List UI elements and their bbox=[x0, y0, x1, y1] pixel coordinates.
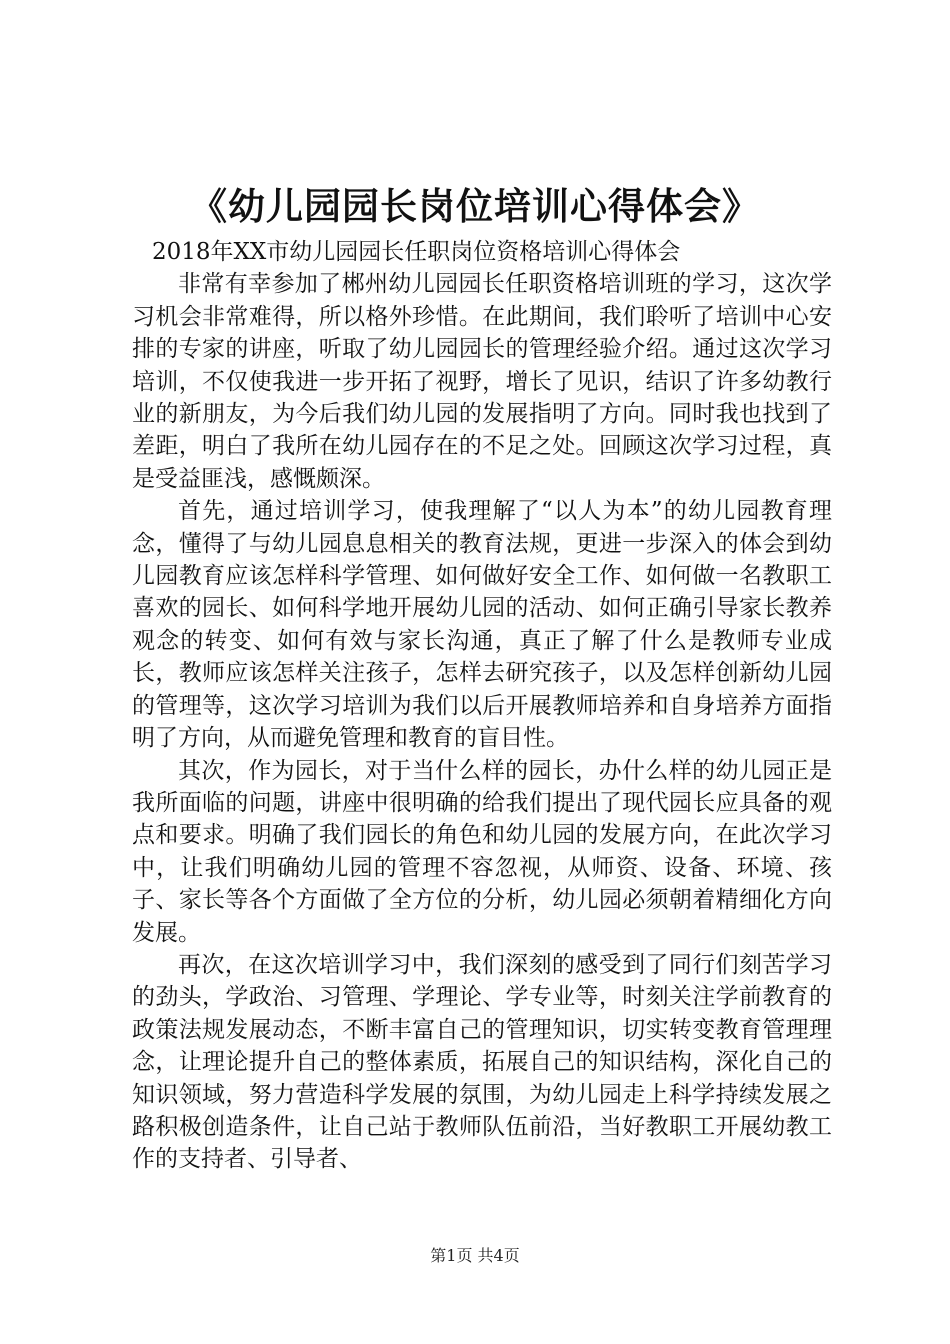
document-subtitle: 2018年XX市幼儿园园长任职岗位资格培训心得体会 bbox=[152, 239, 681, 265]
document-body bbox=[132, 236, 832, 1176]
paragraph-first: 首先，通过培训学习，使我理解了“以人为本”的幼儿园教育理念，懂得了与幼儿园息息相关的教育法规，更进一步深入的体会到幼儿园教育应该怎样科学管理、如何做好安全工作、如何做一名教职工喜欢的园长、如何科学地开展幼儿园的活动、如何正确引导家长教养观念的转变、如何有效与家长沟通，真正了解了什么是教师专业成长，教师应该怎样关注孩子，怎样去研究孩子，以及怎样创新幼儿园的管理等，这次学习培训为我们以后开展教师培养和自身培养方面指明了方向，从而避免管理和教育的盲目性。 bbox=[132, 498, 832, 752]
document-title: 《幼儿园园长岗位培训心得体会》 bbox=[190, 184, 760, 228]
paragraph-intro: 非常有幸参加了郴州幼儿园园长任职资格培训班的学习，这次学习机会非常难得，所以格外珍惜。在此期间，我们聆听了培训中心安排的专家的讲座，听取了幼儿园园长的管理经验介绍。通过这次学习培训，不仅使我进一步开拓了视野，增长了见识，结识了许多幼教行业的新朋友，为今后我们幼儿园的发展指明了方向。同时我也找到了差距，明白了我所在幼儿园存在的不足之处。回顾这次学习过程，真是受益匪浅，感慨颇深。 bbox=[132, 271, 832, 492]
paragraph-second: 其次，作为园长，对于当什么样的园长，办什么样的幼儿园正是我所面临的问题，讲座中很明确的给我们提出了现代园长应具备的观点和要求。明确了我们园长的角色和幼儿园的发展方向，在此次学习中，让我们明确幼儿园的管理不容忽视，从师资、设备、环境、孩子、家长等各个方面做了全方位的分析，幼儿园必须朝着精细化方向发展。 bbox=[132, 757, 832, 946]
paragraph-third: 再次，在这次培训学习中，我们深刻的感受到了同行们刻苦学习的劲头，学政治、习管理、学理论、学专业等，时刻关注学前教育的政策法规发展动态，不断丰富自己的管理知识，切实转变教育管理理念，让理论提升自己的整体素质，拓展自己的知识结构，深化自己的知识领域，努力营造科学发展的氛围，为幼儿园走上科学持续发展之路积极创造条件，让自己站于教师队伍前沿，当好教职工开展幼教工作的支持者、引导者、 bbox=[132, 951, 832, 1173]
page-number-footer: 第1页 共4页 bbox=[430, 1246, 520, 1265]
